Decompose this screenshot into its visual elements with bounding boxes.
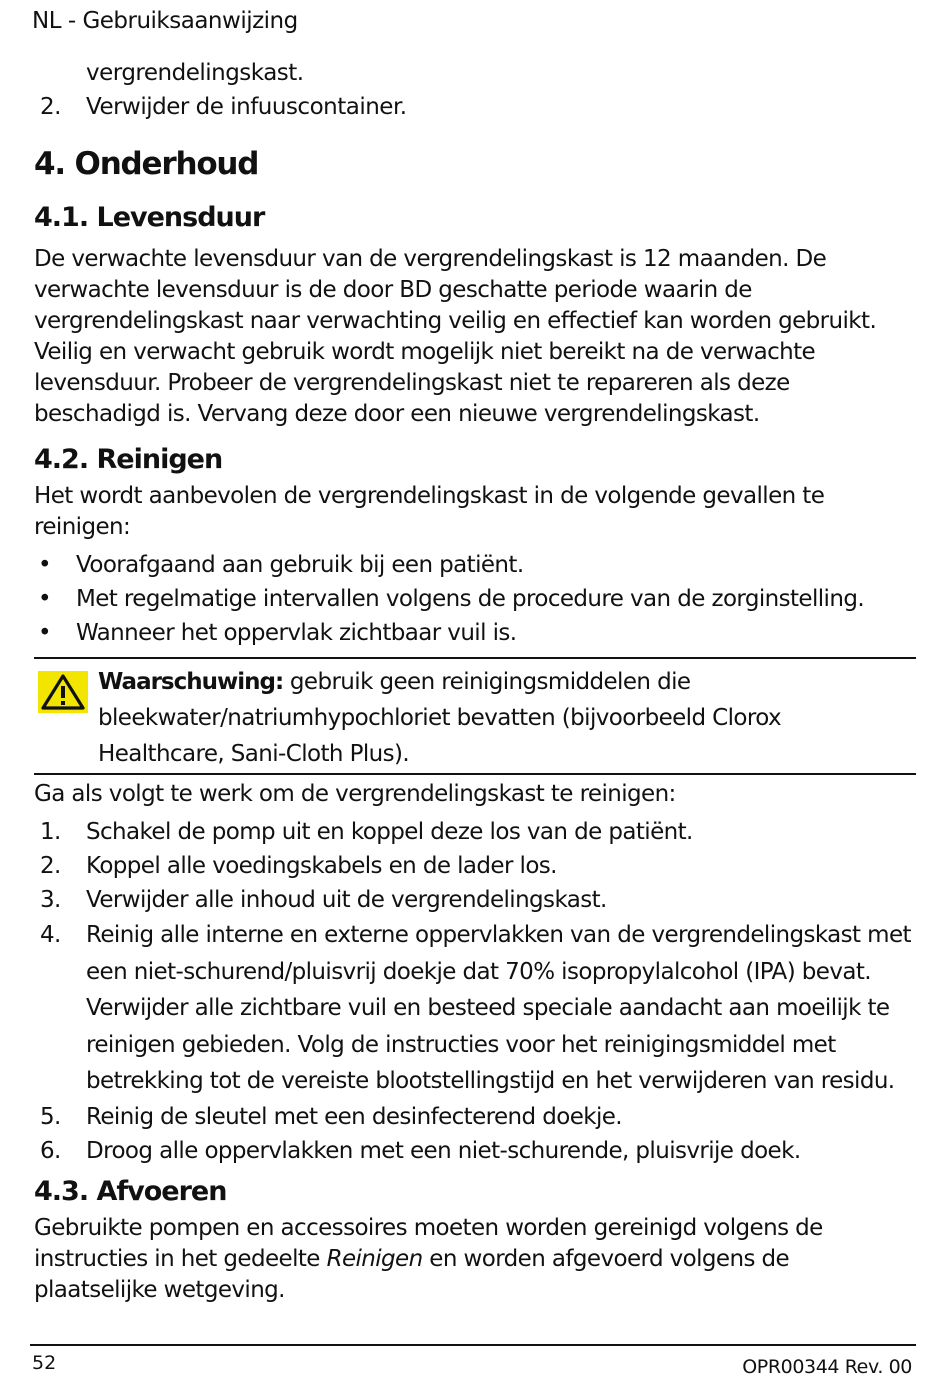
list-item (34, 616, 864, 650)
steps-intro: Ga als volgt te werk om de vergrendelingskast te reinigen: (34, 781, 676, 807)
step-item (40, 917, 926, 1100)
step-item (40, 849, 926, 883)
step-number: 6. (40, 1137, 61, 1164)
step-text: Koppel alle voedingskabels en de lader los. (86, 853, 557, 879)
step-number: 5. (40, 1103, 61, 1130)
step-text: Schakel de pomp uit en koppel deze los van de patiënt. (86, 819, 693, 845)
warning-triangle-icon (38, 671, 88, 713)
step-number: 1. (40, 819, 61, 845)
disposal-paragraph (34, 1213, 924, 1306)
paragraph-line: De verwachte levensduur van de vergrendelingskast is 12 maanden. De (34, 246, 827, 272)
warning-line (98, 664, 910, 700)
warning-text (98, 664, 910, 772)
bullet-icon: • (38, 586, 51, 612)
paragraph-line: beschadigd is. Vervang deze door een nieuwe vergrendelingskast. (34, 401, 760, 427)
list-number: 2. (40, 94, 61, 120)
step-item (40, 815, 926, 849)
list-item (34, 582, 864, 616)
warning-line: Healthcare, Sani-Cloth Plus). (98, 741, 410, 767)
warning-line: bleekwater/natriumhypochloriet bevatten (bijvoorbeeld Clorox (98, 705, 782, 731)
list-text: Verwijder de infuuscontainer. (86, 94, 407, 120)
paragraph-line (34, 1244, 924, 1275)
document-id: OPR00344 Rev. 00 (742, 1356, 912, 1378)
paragraph-line: vergrendelingskast naar verwachting veilig en effectief kan worden gebruikt. (34, 308, 877, 334)
step-line: een niet-schurend/pluisvrij doekje dat 70% isopropylalcohol (IPA) bevat. (86, 958, 871, 985)
step-item (40, 1134, 926, 1168)
step-item (40, 1100, 926, 1134)
page-number: 52 (32, 1352, 57, 1374)
list-text: Met regelmatige intervallen volgens de procedure van de zorginstelling. (76, 586, 865, 612)
warning-bottom-rule (34, 773, 916, 775)
subsection-heading: 4.2. Reinigen (34, 444, 223, 475)
cleaning-steps (40, 815, 926, 1168)
paragraph-line: Het wordt aanbevolen de vergrendelingskast in de volgende gevallen te (34, 483, 825, 509)
list-item (34, 548, 864, 582)
step-line: betrekking tot de vereiste blootstellingstijd en het verwijderen van residu. (86, 1068, 895, 1094)
continuation-text: vergrendelingskast. (86, 60, 304, 86)
list-text: Wanneer het oppervlak zichtbaar vuil is. (76, 620, 517, 646)
bullet-icon: • (38, 552, 51, 578)
step-number: 4. (40, 922, 61, 948)
text-run: en worden afgevoerd volgens de (422, 1246, 790, 1272)
lifetime-paragraph (34, 244, 924, 430)
section-heading: 4. Onderhoud (34, 146, 259, 182)
warning-top-rule (34, 657, 916, 659)
running-header: NL - Gebruiksaanwijzing (32, 8, 298, 34)
cleaning-intro (34, 481, 924, 543)
step-text: Droog alle oppervlakken met een niet-schurende, pluisvrije doek. (86, 1137, 801, 1164)
section-reference: Reinigen (326, 1246, 423, 1272)
paragraph-line: reinigen: (34, 514, 131, 540)
step-text: Verwijder alle inhoud uit de vergrendelingskast. (86, 887, 607, 913)
paragraph-line: Gebruikte pompen en accessoires moeten worden gereinigd volgens de (34, 1215, 823, 1241)
step-line: Verwijder alle zichtbare vuil en besteed speciale aandacht aan moeilijk te (86, 995, 890, 1021)
step-number: 3. (40, 887, 61, 913)
step-line: Reinig alle interne en externe oppervlakken van de vergrendelingskast met (86, 922, 911, 948)
subsection-heading: 4.1. Levensduur (34, 202, 265, 233)
bullet-list (34, 548, 864, 650)
step-item (40, 883, 926, 917)
text-run: instructies in het gedeelte (34, 1246, 327, 1272)
paragraph-line: verwachte levensduur is de door BD geschatte periode waarin de (34, 277, 752, 303)
paragraph-line: Veilig en verwacht gebruik wordt mogelijk niet bereikt na de verwachte (34, 339, 816, 365)
step-line: reinigen gebieden. Volg de instructies voor het reinigingsmiddel met (86, 1031, 836, 1058)
paragraph-line: plaatselijke wetgeving. (34, 1277, 285, 1303)
warning-body: gebruik geen reinigingsmiddelen die (283, 669, 691, 695)
warning-label: Waarschuwing: (98, 669, 284, 695)
subsection-heading: 4.3. Afvoeren (34, 1176, 227, 1207)
list-text: Voorafgaand aan gebruik bij een patiënt. (76, 552, 524, 578)
step-text: Reinig de sleutel met een desinfecterend doekje. (86, 1103, 623, 1130)
bullet-icon: • (38, 620, 51, 646)
paragraph-line: levensduur. Probeer de vergrendelingskast niet te repareren als deze (34, 370, 790, 396)
footer-rule (30, 1344, 916, 1346)
step-number: 2. (40, 853, 61, 879)
list-item (40, 90, 407, 125)
